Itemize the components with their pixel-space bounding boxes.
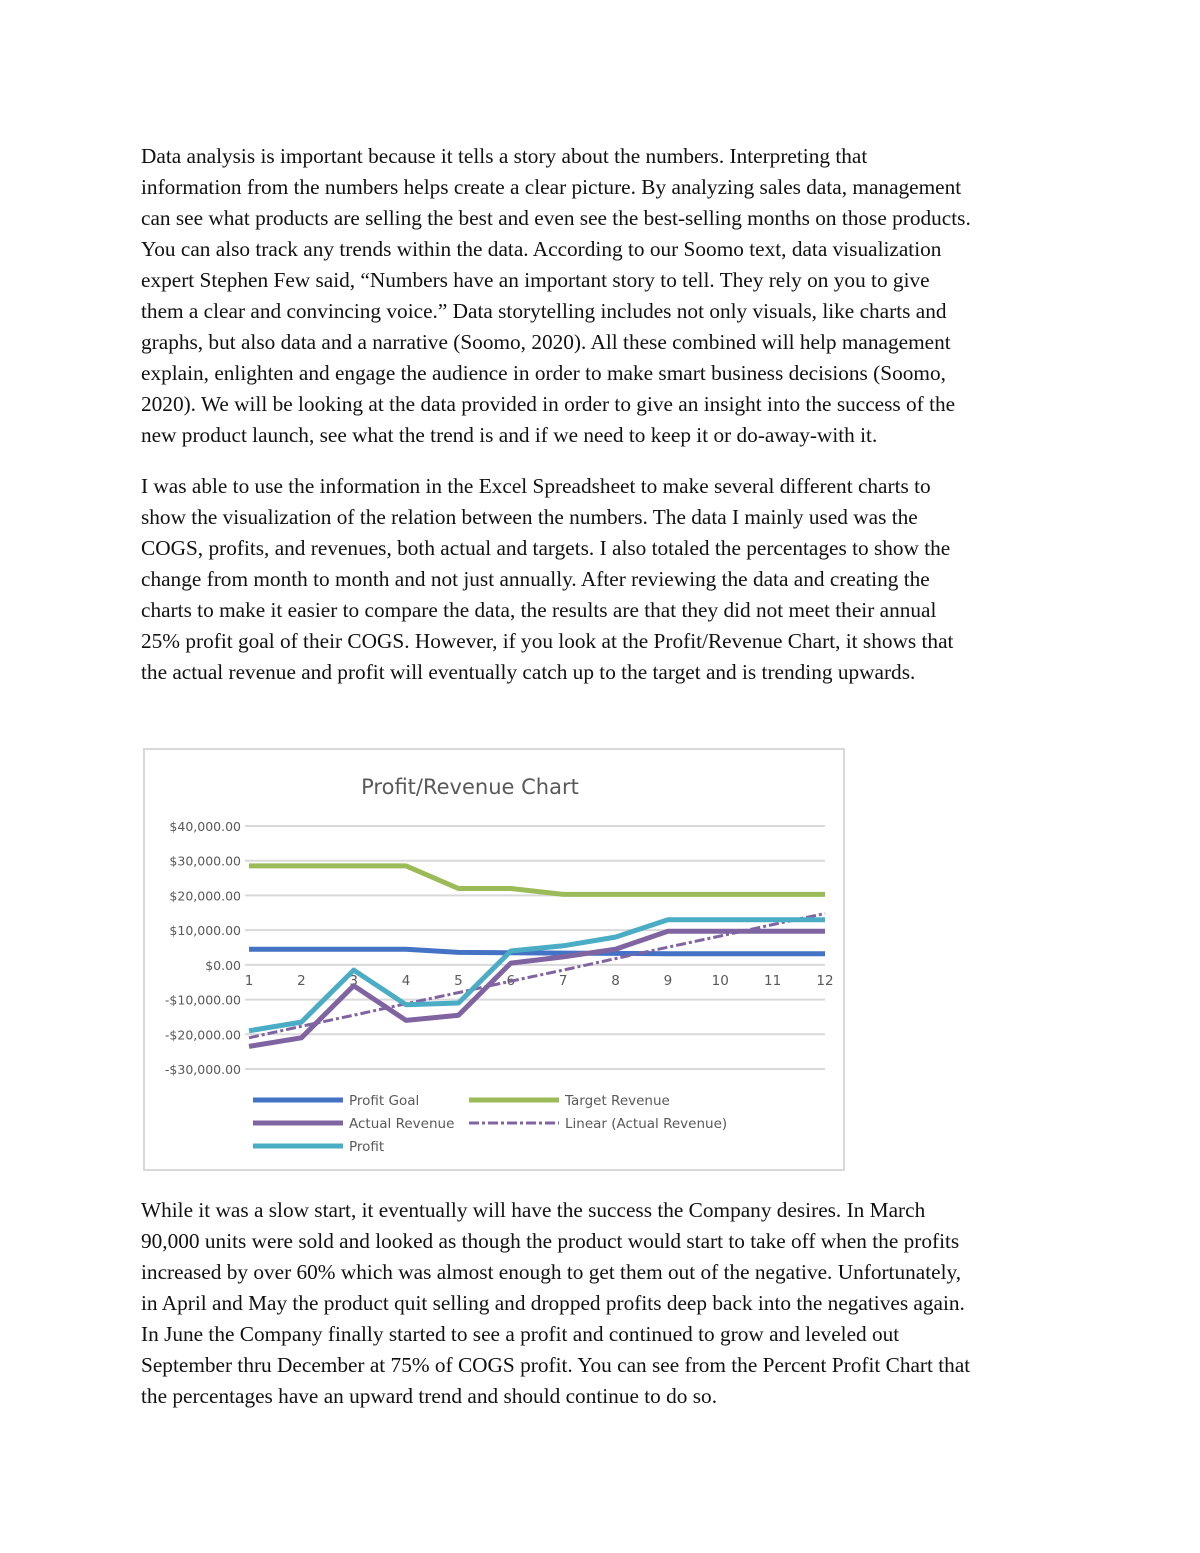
legend-label: Linear (Actual Revenue) <box>565 1116 728 1132</box>
x-tick-label: 7 <box>558 972 568 989</box>
series-line-target-revenue <box>249 866 825 895</box>
paragraph-method <box>141 471 1071 688</box>
x-tick-label: 2 <box>297 972 306 989</box>
legend-label: Profit Goal <box>349 1093 420 1109</box>
legend-label: Actual Revenue <box>349 1116 455 1132</box>
chart-title: Profit/Revenue Chart <box>361 775 579 799</box>
x-tick-label: 3 <box>349 972 359 989</box>
text-line: the actual revenue and profit will eventually catch up to the target and is trending upwards. <box>141 660 916 684</box>
chart-canvas <box>145 750 847 1173</box>
text-line: 2020). We will be looking at the data provided in order to give an insight into the success of the <box>141 392 956 416</box>
text-line: explain, enlighten and engage the audience in order to make smart business decisions (Soomo, <box>141 361 946 385</box>
legend-label: Target Revenue <box>565 1093 670 1109</box>
y-tick-label: $20,000.00 <box>169 888 241 904</box>
x-tick-label: 5 <box>454 972 463 989</box>
y-tick-label: $0.00 <box>205 957 241 973</box>
text-line: Data analysis is important because it tells a story about the numbers. Interpreting that <box>141 144 868 168</box>
text-line: In June the Company finally started to see a profit and continued to grow and leveled out <box>141 1322 900 1346</box>
legend-label: Profit <box>349 1139 385 1155</box>
text-line: You can also track any trends within the data. According to our Soomo text, data visualization <box>141 237 942 261</box>
paragraph-intro <box>141 141 1071 451</box>
text-line: COGS, profits, and revenues, both actual and targets. I also totaled the percentages to show the <box>141 536 951 560</box>
x-axis-labels <box>245 973 834 989</box>
y-axis-labels <box>165 819 241 1077</box>
y-tick-label: -$30,000.00 <box>164 1062 241 1077</box>
text-line: new product launch, see what the trend is and if we need to keep it or do-away-with it. <box>141 423 878 447</box>
text-line: 25% profit goal of their COGS. However, if you look at the Profit/Revenue Chart, it shows that <box>141 629 954 653</box>
text-line: 90,000 units were sold and looked as though the product would start to take off when the profits <box>141 1229 960 1253</box>
y-tick-label: $30,000.00 <box>169 853 241 869</box>
text-line: show the visualization of the relation between the numbers. The data I mainly used was the <box>141 505 918 529</box>
x-tick-label: 11 <box>764 972 782 989</box>
text-line: increased by over 60% which was almost enough to get them out of the negative. Unfortunately, <box>141 1260 962 1284</box>
text-line: While it was a slow start, it eventually will have the success the Company desires. In March <box>141 1198 926 1222</box>
text-line: the percentages have an upward trend and should continue to do so. <box>141 1384 718 1408</box>
y-tick-label: -$10,000.00 <box>164 992 241 1008</box>
text-line: change from month to month and not just annually. After reviewing the data and creating the <box>141 567 930 591</box>
x-tick-label: 8 <box>611 972 620 989</box>
y-tick-label: -$20,000.00 <box>164 1027 241 1043</box>
profit-revenue-chart <box>143 748 845 1171</box>
text-line: expert Stephen Few said, “Numbers have an important story to tell. They rely on you to give <box>141 268 930 292</box>
paragraph-conclusion <box>141 1195 1071 1412</box>
x-tick-label: 1 <box>244 972 254 989</box>
x-tick-label: 10 <box>711 972 729 989</box>
x-tick-label: 12 <box>816 972 834 989</box>
text-line: in April and May the product quit selling and dropped profits deep back into the negatives again. <box>141 1291 965 1315</box>
x-tick-label: 6 <box>506 972 516 989</box>
y-tick-label: $10,000.00 <box>169 923 241 939</box>
text-line: them a clear and convincing voice.” Data storytelling includes not only visuals, like charts and <box>141 299 947 323</box>
x-tick-label: 4 <box>401 972 411 989</box>
text-line: I was able to use the information in the Excel Spreadsheet to make several different charts to <box>141 474 931 498</box>
text-line: charts to make it easier to compare the data, the results are that they did not meet their annual <box>141 598 937 622</box>
chart-legend <box>253 1093 727 1155</box>
text-line: September thru December at 75% of COGS profit. You can see from the Percent Profit Chart that <box>141 1353 971 1377</box>
y-tick-label: $40,000.00 <box>169 819 241 834</box>
text-line: graphs, but also data and a narrative (Soomo, 2020). All these combined will help management <box>141 330 951 354</box>
text-line: can see what products are selling the best and even see the best-selling months on those products. <box>141 206 971 230</box>
x-tick-label: 9 <box>663 972 673 989</box>
chart-series <box>249 866 825 1047</box>
text-line: information from the numbers helps create a clear picture. By analyzing sales data, management <box>141 175 962 199</box>
